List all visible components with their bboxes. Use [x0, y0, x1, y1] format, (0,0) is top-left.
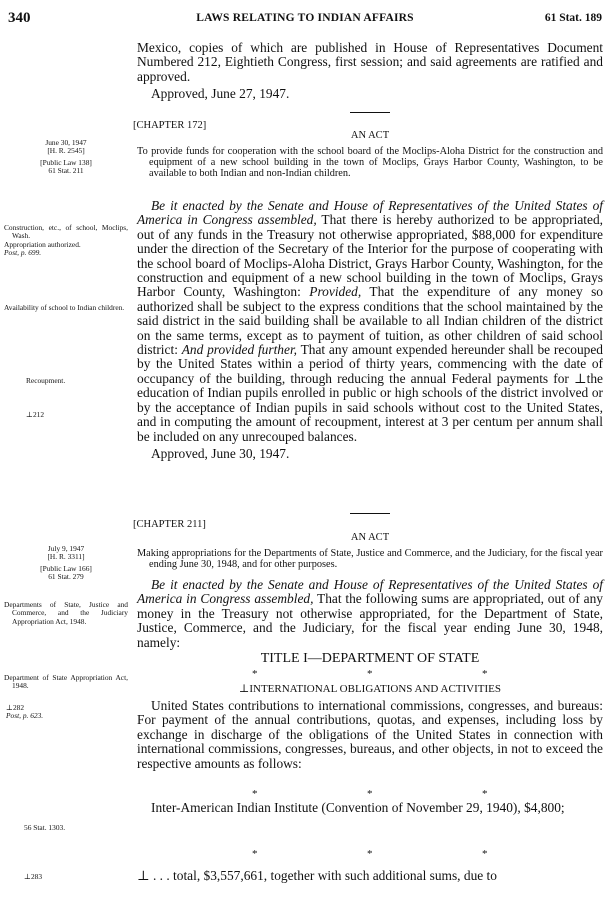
margin-text — [4, 249, 128, 257]
chapter-172-label: [CHAPTER 172] — [133, 120, 207, 131]
chapter-172-body — [137, 199, 603, 461]
margin-note-2 — [4, 224, 128, 258]
star: * — [367, 788, 373, 800]
body-part-c: That any amount expended hereunder shall be recouped by the United States within a period of thirty years, commencing with the date of occupancy of the building, through reducing the annual Federal payments for ⊥the education of Indian pupils enrolled in public or high schools of the district involved or by the acceptance of Indian pupils in said schools without cost to the United States, and in computing the amount of recoupment, interest at 3 per centum per annum shall be included on any unrecouped balances. — [137, 342, 603, 444]
approved-june-30: Approved, June 30, 1947. — [151, 445, 290, 461]
margin-note-4 — [4, 377, 128, 385]
chapter-172-purpose-text: To provide funds for cooperation with the school board of the Moclips-Aloha District for the construction and equipment of a new school building in the town of Moclips, Grays Harbor County, Washington, to be available to both Indian and non-Indian children. — [137, 146, 603, 179]
body-part-a: That there is hereby authorized to be appropriated, out of any funds in the Treasury not otherwise appropriated, $88,000 for expenditure under the direction of the Secretary of the Interior for the purpose of cooperating with the school board of Moclips-Aloha District, Grays Harbor County, Washington, for the construction and equipment of a new school building in the town of Moclips, Grays Harbor County, Washington: — [137, 212, 603, 300]
star: * — [482, 668, 488, 680]
margin-text: Appropriation authorized. — [4, 239, 81, 249]
header-statute: 61 Stat. 189 — [544, 12, 602, 24]
enacting-clause-172: Be it enacted by the Senate and House of Representatives of the United States of America in Congress assembled, — [137, 198, 603, 228]
header-title: LAWS RELATING TO INDIAN AFFAIRS — [196, 12, 414, 24]
margin-text: Departments of State, Justice and Commerce, and the Judiciary Appropriation Act, 1948. — [4, 600, 128, 626]
star: * — [252, 668, 258, 680]
continuation-text: Mexico, copies of which are published in House of Representatives Document Numbered 212, Eightieth Congress, first session; and said agreements are ratified and approved. — [137, 40, 603, 84]
contributions-block — [137, 699, 603, 771]
continuation-block — [137, 41, 603, 101]
margin-note-8 — [4, 674, 128, 691]
institute-block — [137, 801, 603, 815]
margin-public-law: [Public Law 166] — [40, 563, 92, 573]
star: * — [367, 848, 373, 860]
margin-post-ref: Post, p. 623. — [6, 711, 44, 721]
subheading: ⊥INTERNATIONAL OBLIGATIONS AND ACTIVITIES — [239, 683, 501, 695]
margin-note-3 — [4, 304, 128, 312]
star: * — [482, 848, 488, 860]
margin-text: ⊥282 — [6, 703, 25, 712]
margin-post-ref: Post, p. 699. — [4, 248, 42, 258]
margin-note-10 — [4, 824, 128, 832]
margin-note-7 — [4, 601, 128, 626]
margin-text: Recoupment. — [26, 376, 66, 385]
margin-text: Availability of school to Indian children. — [4, 303, 125, 312]
page-number: 340 — [8, 10, 31, 26]
institute-text: Inter-American Indian Institute (Convention of November 29, 1940), $4,800; — [151, 800, 565, 815]
margin-bill: [H. R. 3311] — [47, 552, 85, 562]
chapter-211-body-text: That the following sums are appropriated, out of any money in the Treasury not otherwise appropriated, for the Department of State, Justice, Commerce, and the Judiciary, for the fiscal year ending June 30, 1948, namely: — [137, 591, 603, 650]
margin-bill: [H. R. 2545] — [47, 146, 85, 156]
chapter-172-text — [137, 199, 603, 444]
chapter-172-act-title: AN ACT — [350, 130, 390, 141]
chapter-211-purpose — [137, 548, 603, 570]
chapter-172-purpose — [137, 146, 603, 179]
chapter-211-act-title: AN ACT — [350, 532, 390, 543]
margin-note-5 — [4, 411, 128, 419]
contributions-text: United States contributions to international commissions, congresses, and bureaus: For payment of the annual contributions, quotas, and expenses, including loss by exchange in discharge of the obligations of the United States in connection with international commissions, congresses, bureaus, and other objects, in not to exceed the respective amounts as follows: — [137, 698, 603, 771]
total-text: ⊥ . . . total, $3,557,661, together with such additional sums, due to — [137, 868, 497, 883]
divider-rule-2 — [350, 513, 390, 514]
body-part-b: That the expenditure of any money so authorized shall be subject to the express conditions that the school maintained by the said district in the said building shall be available to all Indian children of the district on the same terms, except as to payment of tuition, as other children of said school district: — [137, 284, 603, 358]
margin-note-1 — [4, 139, 128, 176]
margin-text — [4, 712, 128, 720]
margin-stat: 61 Stat. 211 — [48, 166, 84, 176]
chapter-211-purpose-text: Making appropriations for the Departments of State, Justice and Commerce, and the Judiciary, for the fiscal year ending June 30, 1948, and for other purposes. — [137, 548, 603, 570]
star: * — [252, 788, 258, 800]
margin-date: June 30, 1947 — [45, 138, 87, 147]
provided-clause: Provided, — [309, 284, 362, 300]
star: * — [252, 848, 258, 860]
margin-text: Construction, etc., of school, Moclips, Wash. — [4, 223, 128, 241]
margin-date: July 9, 1947 — [47, 544, 85, 553]
chapter-211-text — [137, 578, 603, 650]
margin-note-9 — [4, 704, 128, 721]
enacting-clause-211: Be it enacted by the Senate and House of Representatives of the United States of America in Congress assembled, — [137, 577, 603, 607]
margin-text: ⊥283 — [24, 872, 43, 881]
total-block — [137, 869, 603, 883]
margin-text: ⊥212 — [26, 410, 45, 419]
margin-note-6 — [4, 545, 128, 582]
chapter-211-label: [CHAPTER 211] — [133, 519, 206, 530]
chapter-211-body — [137, 578, 603, 650]
margin-public-law: [Public Law 138] — [40, 157, 92, 167]
margin-stat: 61 Stat. 279 — [48, 572, 84, 582]
margin-text: Department of State Appropriation Act, 1948. — [4, 673, 128, 691]
divider-rule — [350, 112, 390, 113]
running-header — [8, 10, 602, 28]
approved-june-27: Approved, June 27, 1947. — [151, 86, 290, 102]
margin-note-11 — [4, 873, 128, 881]
margin-text: 56 Stat. 1303. — [24, 823, 66, 832]
star: * — [482, 788, 488, 800]
title-heading: TITLE I—DEPARTMENT OF STATE — [260, 651, 480, 666]
star: * — [367, 668, 373, 680]
provided-further-clause: And provided further, — [181, 342, 298, 358]
